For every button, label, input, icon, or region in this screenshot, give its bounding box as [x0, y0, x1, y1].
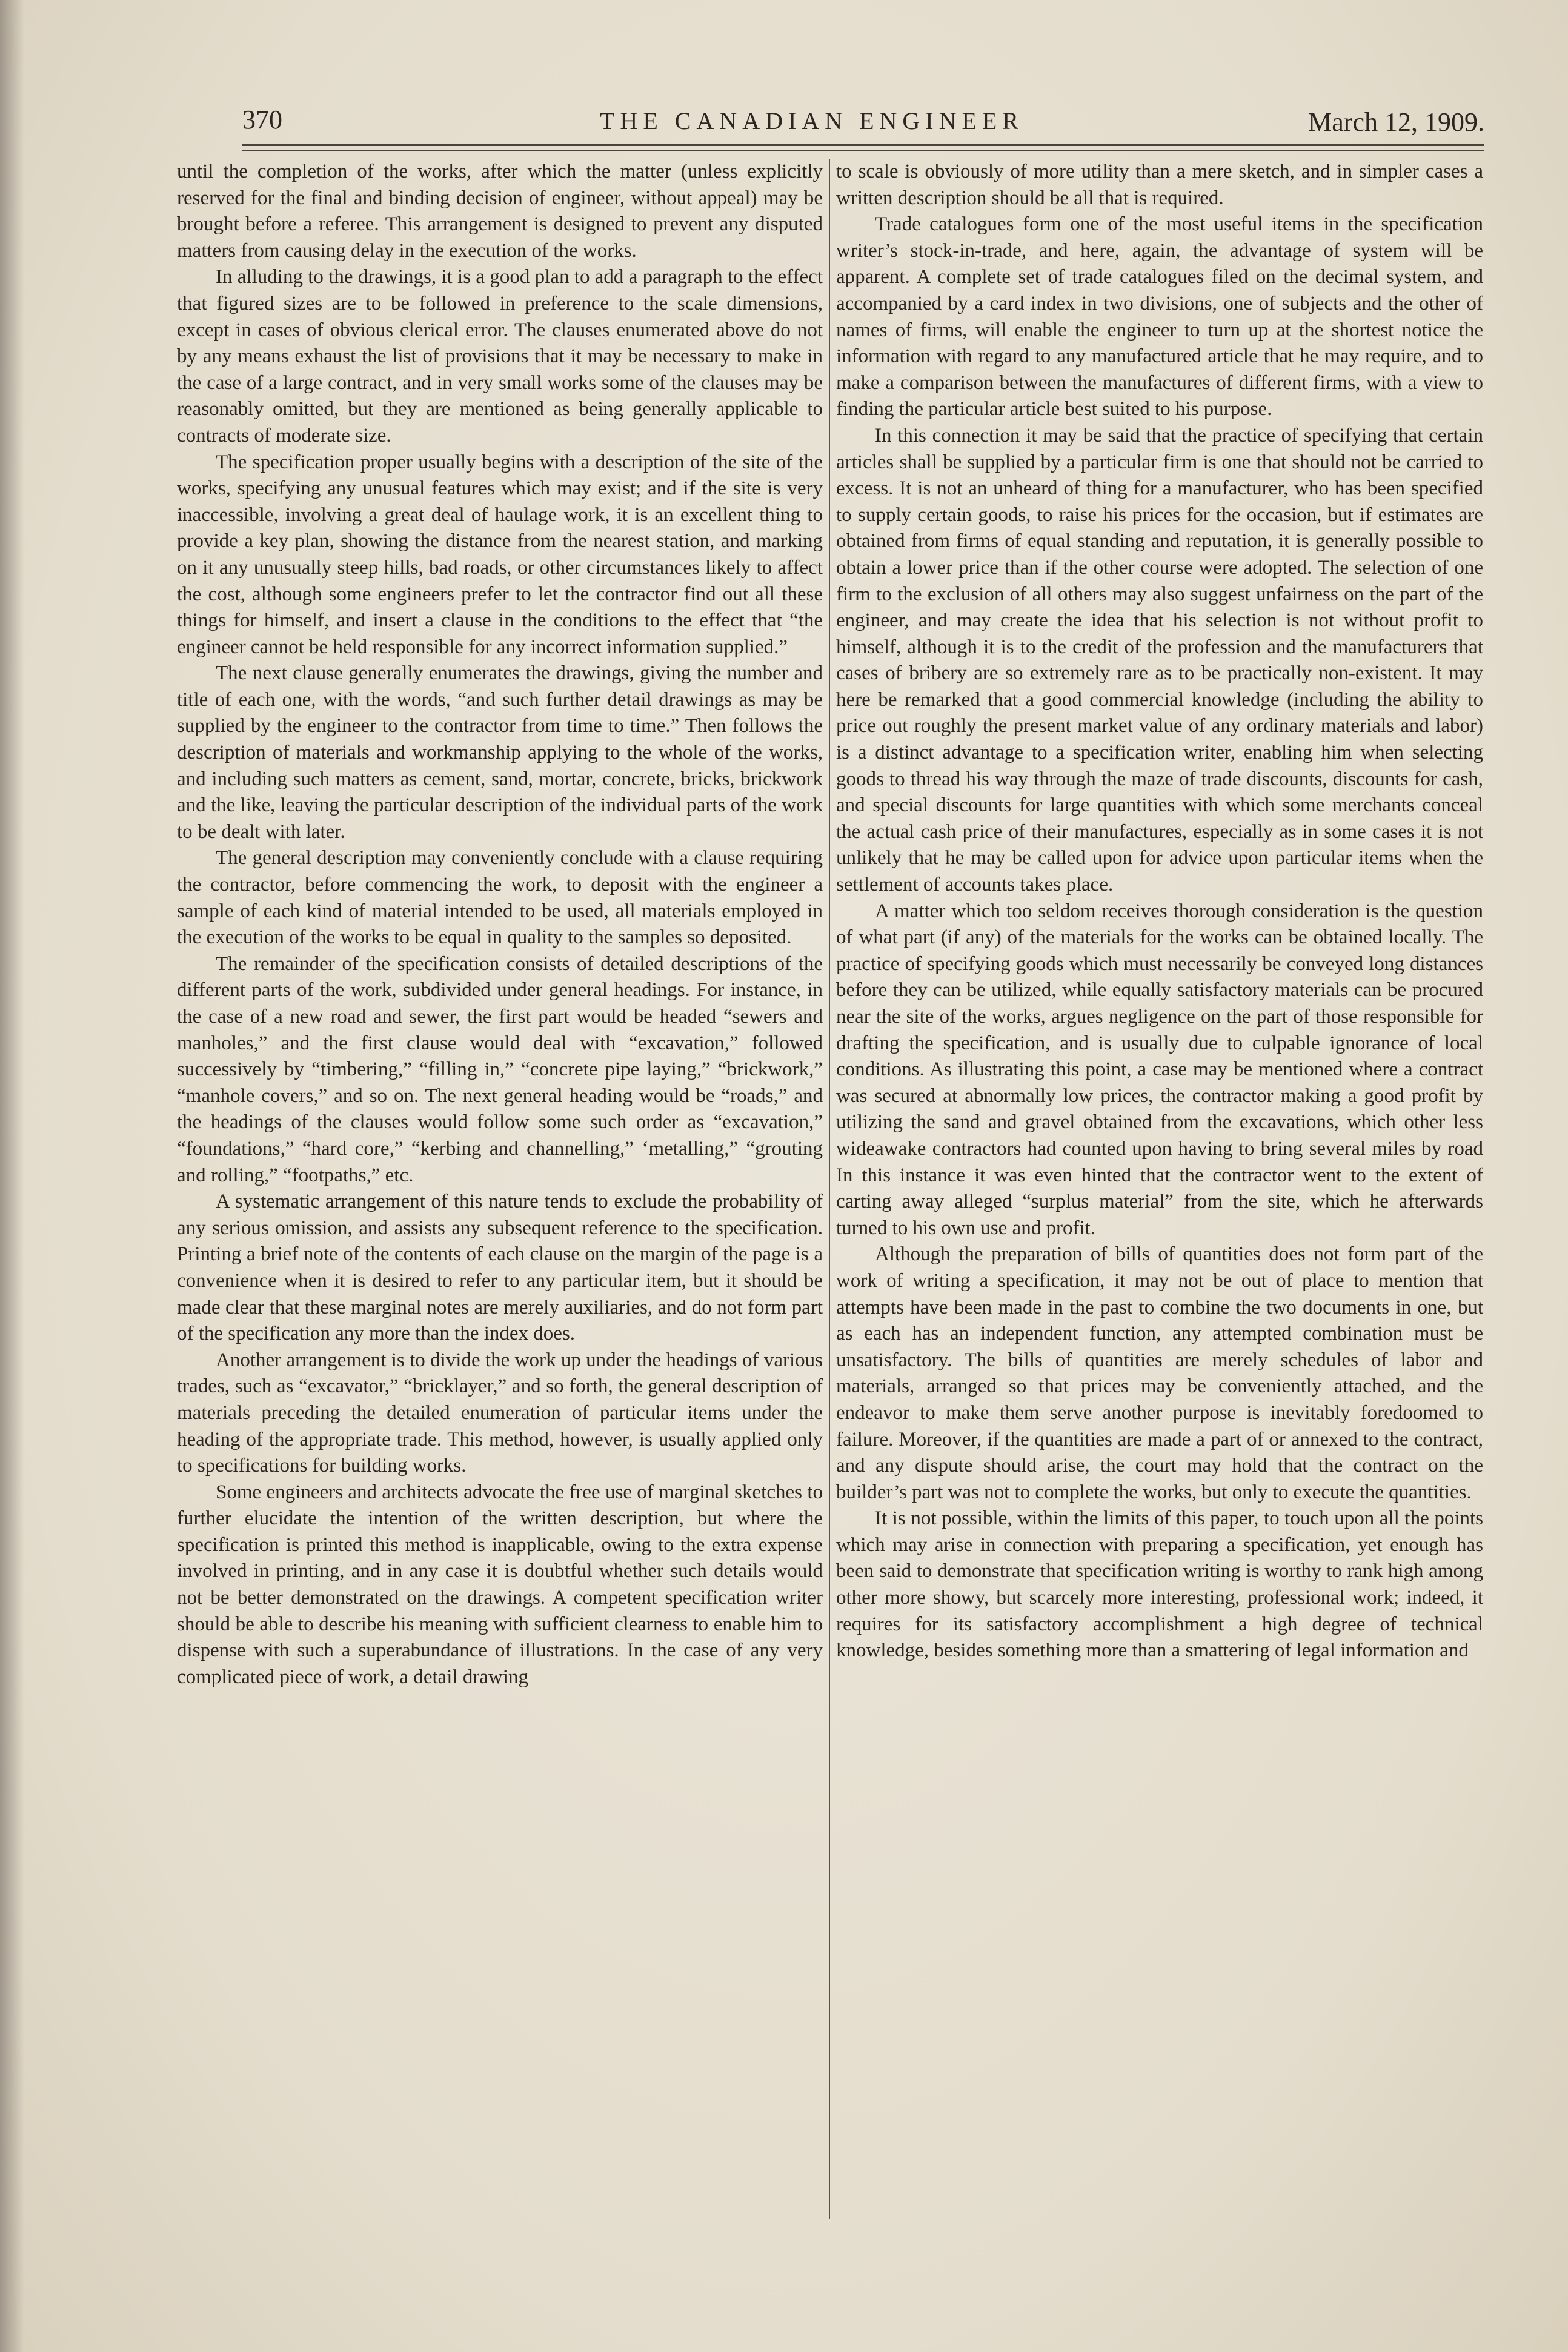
page-number: 370: [242, 105, 282, 135]
paragraph: Trade catalogues form one of the most useful items in the specification writer’s stock-in-trade, and here, again, the advantage of system will be apparent. A complete set of trade catalogues filed on the decimal system, and accompanied by a card index in two divisions, one of subjects and the other of names of firms, will enable the engineer to turn up at the shortest notice the information with regard to any manufactured article that he may require, and to make a comparison between the manufactures of different firms, with a view to finding the particular article best suited to his purpose.: [836, 213, 1483, 420]
paragraph: The remainder of the specification consists of detailed descriptions of the different parts of the work, subdivided under general headings. For instance, in the case of a new road and sewer, the first part would be headed “sewers and manholes,” and the first clause would deal with “excavation,” followed successively by “timbering,” “filling in,” “concrete pipe laying,” “brickwork,” “manhole covers,” and so on. The next general heading would be “roads,” and the headings of the clauses would follow some such order as “excavation,” “foundations,” “hard core,” “kerbing and channelling,” ‘metalling,” “grouting and rolling,” “footpaths,” etc.: [177, 952, 823, 1186]
column-divider: [829, 159, 830, 2219]
paragraph: The specification proper usually begins with a description of the site of the works, specifying any unusual features which may exist; and if the site is very inaccessible, involving a great deal of haulage work, it is an excellent thing to provide a key plan, showing the distance from the nearest station, and marking on it any unusually steep hills, bad roads, or other circumstances likely to affect the cost, although some engineers prefer to let the contractor find out all these things for himself, and insert a clause in the conditions to the effect that “the engineer cannot be held responsible for any incorrect information supplied.”: [177, 451, 823, 658]
page-edge-shadow: [0, 0, 24, 2352]
left-column: [177, 159, 823, 2231]
paragraph: In this connection it may be said that the practice of specifying that certain articles shall be supplied by a particular firm is one that should not be carried to excess. It is not an unheard of thing for a manufacturer, who has been specified to supply certain goods, to raise his prices for the occasion, but if estimates are obtained from firms of equal standing and reputation, it is generally possible to obtain a lower price than if the other course were adopted. The selection of one firm to the exclusion of all others may also suggest unfairness on the part of the engineer, and may create the idea that his selection is not without profit to himself, although it is to the credit of the profession and the manufacturers that cases of bribery are so extremely rare as to be practically non-existent. It may here be remarked that a good commercial knowledge (including the ability to price out roughly the present market value of any ordinary materials and labor) is a distinct advantage to a specification writer, enabling him when selecting goods to thread his way through the maze of trade discounts, discounts for cash, and special discounts for large quantities with which some merchants conceal the actual cash price of their manufactures, especially as in some cases it is not unlikely that he may be called upon for advice upon particular items when the settlement of accounts takes place.: [836, 424, 1483, 896]
paragraph: Some engineers and architects advocate the free use of marginal sketches to further elucidate the intention of the written description, but where the specification is printed this method is inapplicable, owing to the extra expense involved in printing, and in any case it is doubtful whether such details would not be better demonstrated on the drawings. A competent specification writer should be able to describe his meaning with sufficient clearness to enable him to dispense with such a superabundance of illustrations. In the case of any very complicated piece of work, a detail drawing: [177, 1481, 823, 1688]
paragraph: It is not possible, within the limits of this paper, to touch upon all the points which may arise in connection with preparing a specification, yet enough has been said to demonstrate that specification writing is worthy to rank high among other more showy, but scarcely more interesting, professional work; indeed, it requires for its satisfactory accomplishment a high degree of technical knowledge, besides something more than a smattering of legal information and: [836, 1507, 1483, 1662]
paragraph: A matter which too seldom receives thorough consideration is the question of what part (if any) of the materials for the works can be obtained locally. The practice of specifying goods which must necessarily be conveyed long distances before they can be utilized, while equally satisfactory materials can be procured near the site of the works, argues negligence on the part of those responsible for drafting the specification, and is usually due to culpable ignorance of local conditions. As illustrating this point, a case may be mentioned where a contract was secured at abnormally low prices, the contractor making a good profit by utilizing the sand and gravel obtained from the excavations, which other less wideawake contractors had counted upon having to bring several miles by road In this instance it was even hinted that the contractor went to the extent of carting away alleged “surplus material” from the site, which he afterwards turned to his own use and profit.: [836, 900, 1483, 1239]
paragraph: to scale is obviously of more utility than a mere sketch, and in simpler cases a written description should be all that is required.: [836, 161, 1483, 209]
running-header: [242, 97, 1484, 145]
header-rule: [242, 144, 1484, 146]
paragraph: The general description may conveniently conclude with a clause requiring the contractor, before commencing the work, to deposit with the engineer a sample of each kind of material intended to be used, all materials employed in the execution of the works to be equal in quality to the samples so deposited.: [177, 847, 823, 949]
right-column: [836, 159, 1483, 2231]
header-rule-double: [242, 150, 1484, 151]
paragraph: A systematic arrangement of this nature tends to exclude the probability of any serious omission, and assists any subsequent reference to the specification. Printing a brief note of the contents of each clause on the margin of the page is a convenience when it is desired to refer to any particular item, but it should be made clear that these marginal notes are merely auxiliaries, and do not form part of the specification any more than the index does.: [177, 1191, 823, 1345]
issue-date: March 12, 1909.: [1308, 107, 1484, 137]
paragraph: until the completion of the works, after which the matter (unless explicitly reserved for the final and binding decision of engineer, without appeal) may be brought before a referee. This arrangement is designed to prevent any disputed matters from causing delay in the execution of the works.: [177, 161, 823, 262]
journal-title: THE CANADIAN ENGINEER: [600, 107, 1025, 135]
paragraph: The next clause generally enumerates the drawings, giving the number and title of each one, with the words, “and such further detail drawings as may be supplied by the engineer to the contractor from time to time.” Then follows the description of materials and workmanship applying to the whole of the works, and including such matters as cement, sand, mortar, concrete, bricks, brickwork and the like, leaving the particular description of the individual parts of the work to be dealt with later.: [177, 662, 823, 843]
paragraph: Although the preparation of bills of quantities does not form part of the work of writing a specification, it may not be out of place to mention that attempts have been made in the past to combine the two documents in one, but as each has an independent function, any attempted combination must be unsatisfactory. The bills of quantities are merely schedules of labor and materials, arranged so that prices may be conveniently attached, and the endeavor to make them serve another purpose is inevitably foredoomed to failure. Moreover, if the quantities are made a part of or annexed to the contract, and any dispute should arise, the court may hold that the contract on the builder’s part was not to complete the works, but only to execute the quantities.: [836, 1243, 1483, 1503]
paragraph: In alluding to the drawings, it is a good plan to add a paragraph to the effect that figured sizes are to be followed in preference to the scale dimensions, except in cases of obvious clerical error. The clauses enumerated above do not by any means exhaust the list of provisions that it may be necessary to make in the case of a large contract, and in very small works some of the clauses may be reasonably omitted, but they are mentioned as being generally applicable to contracts of moderate size.: [177, 266, 823, 447]
paragraph: Another arrangement is to divide the work up under the headings of various trades, such as “excavator,” “bricklayer,” and so forth, the general description of materials preceding the detailed enumeration of particular items under the heading of the appropriate trade. This method, however, is usually applied only to specifications for building works.: [177, 1349, 823, 1477]
